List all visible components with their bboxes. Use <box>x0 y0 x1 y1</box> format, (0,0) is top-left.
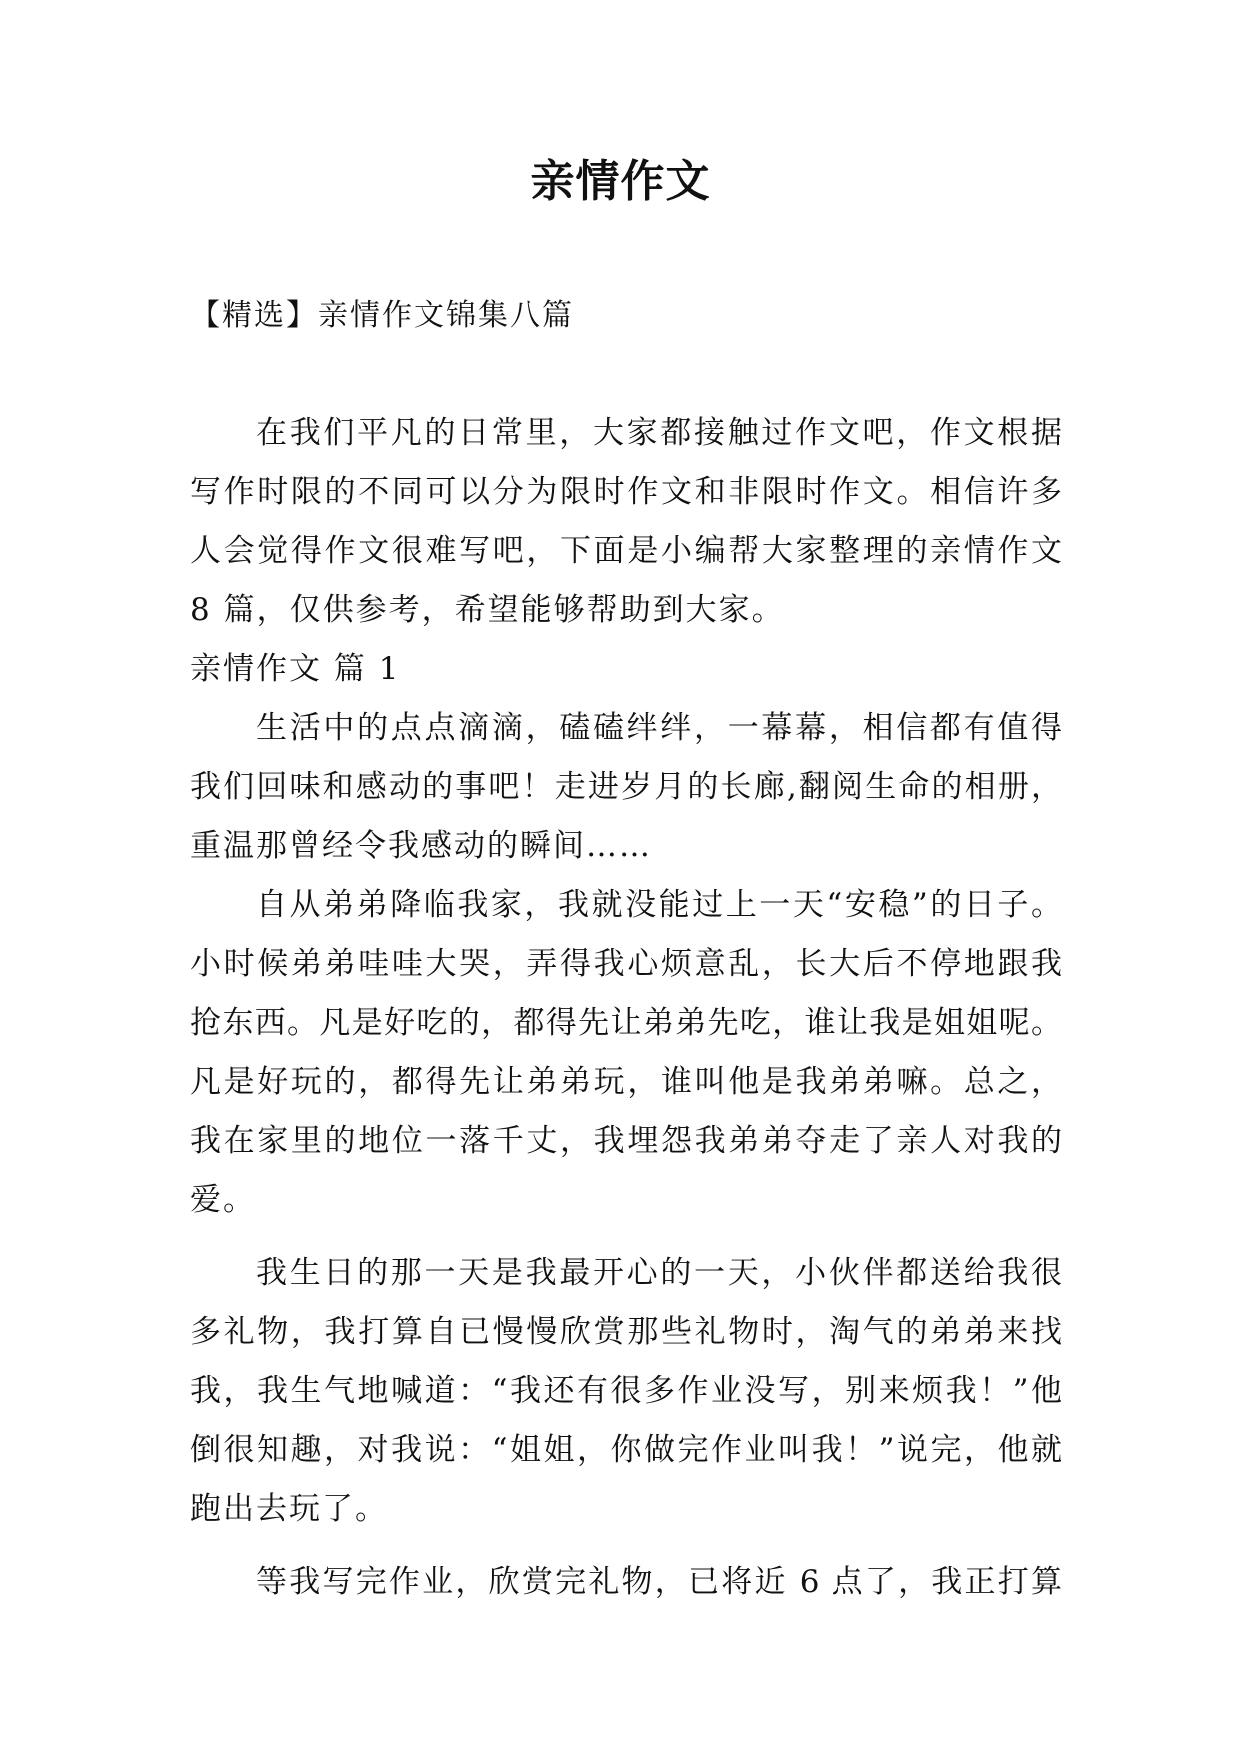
document-title: 亲情作文 <box>530 156 711 207</box>
document-subtitle: 【精选】亲情作文锦集八篇 <box>190 298 574 333</box>
text-line: 我，我生气地喊道：“我还有很多作业没写，别来烦我！”他 <box>190 1373 1062 1409</box>
text-line: 倒很知趣，对我说：“姐姐，你做完作业叫我！”说完，他就 <box>190 1432 1062 1468</box>
section-heading: 亲情作文 篇 1 <box>190 651 401 687</box>
text-line: 8 篇，仅供参考，希望能够帮助到大家。 <box>190 592 785 628</box>
text-line: 凡是好玩的，都得先让弟弟玩，谁叫他是我弟弟嘛。总之， <box>190 1064 1062 1100</box>
text-line: 多礼物，我打算自已慢慢欣赏那些礼物时，淘气的弟弟来找 <box>190 1314 1062 1350</box>
text-line: 等我写完作业，欣赏完礼物，已将近 6 点了，我正打算 <box>256 1564 1062 1600</box>
text-line: 我在家里的地位一落千丈，我埋怨我弟弟夺走了亲人对我的 <box>190 1123 1062 1159</box>
text-line: 自从弟弟降临我家，我就没能过上一天“安稳”的日子。 <box>256 887 1062 923</box>
text-line: 生活中的点点滴滴，磕磕绊绊，一幕幕，相信都有值得 <box>256 710 1062 746</box>
text-line: 我们回味和感动的事吧！走进岁月的长廊,翻阅生命的相册， <box>190 769 1062 805</box>
document-body <box>190 404 1062 1612</box>
text-line: 重温那曾经令我感动的瞬间…… <box>190 828 652 864</box>
paragraph-gap <box>190 1539 1062 1553</box>
text-line: 跑出去玩了。 <box>190 1491 388 1527</box>
paragraph-gap <box>190 1230 1062 1244</box>
text-line: 写作时限的不同可以分为限时作文和非限时作文。相信许多 <box>190 474 1062 510</box>
text-line: 爱。 <box>190 1182 256 1218</box>
text-line: 我生日的那一天是我最开心的一天，小伙伴都送给我很 <box>256 1255 1062 1291</box>
text-line: 抢东西。凡是好吃的，都得先让弟弟先吃，谁让我是姐姐呢。 <box>190 1005 1062 1041</box>
text-line: 小时候弟弟哇哇大哭，弄得我心烦意乱，长大后不停地跟我 <box>190 946 1062 982</box>
text-line: 在我们平凡的日常里，大家都接触过作文吧，作文根据 <box>256 415 1062 451</box>
text-line: 人会觉得作文很难写吧，下面是小编帮大家整理的亲情作文 <box>190 533 1062 569</box>
